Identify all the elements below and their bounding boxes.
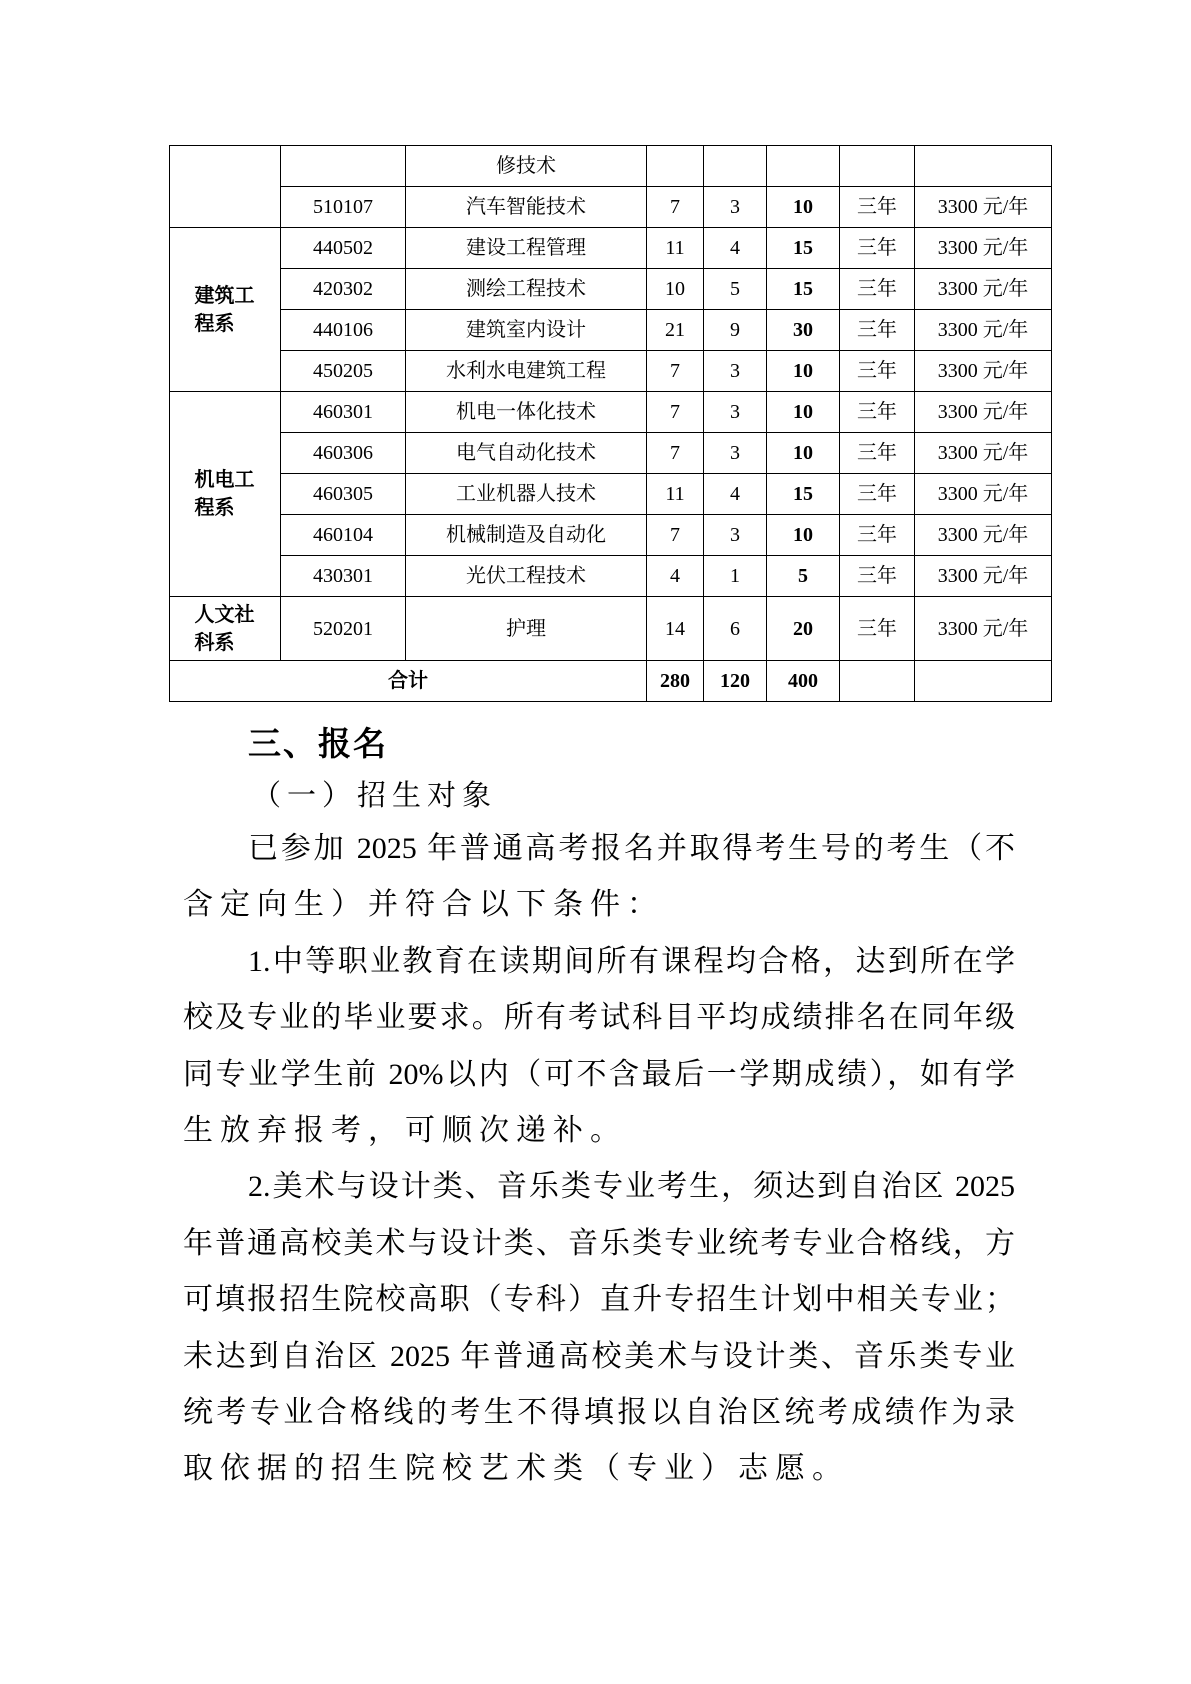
major-cell: 光伏工程技术 xyxy=(406,556,647,597)
total-cell: 10 xyxy=(767,392,840,433)
paragraph-line: 取依据的招生院校艺术类（专业）志愿。 xyxy=(183,1452,849,1486)
years-cell: 三年 xyxy=(840,515,915,556)
department-label: 机电工程系 xyxy=(194,469,255,519)
code-cell: 430301 xyxy=(281,556,406,597)
paragraph-line: 统考专业合格线的考生不得填报以自治区统考成绩作为录 xyxy=(183,1395,1015,1429)
total-a-cell: 280 xyxy=(647,661,704,702)
a-cell: 11 xyxy=(647,228,704,269)
code-cell xyxy=(281,146,406,187)
paragraph-line: 校及专业的毕业要求。所有考试科目平均成绩排名在同年级 xyxy=(183,1001,1015,1035)
major-cell: 机电一体化技术 xyxy=(406,392,647,433)
table-row xyxy=(170,556,1052,597)
b-cell: 3 xyxy=(704,392,767,433)
total-row xyxy=(170,661,1052,702)
total-cell: 10 xyxy=(767,433,840,474)
a-cell: 4 xyxy=(647,556,704,597)
code-cell: 510107 xyxy=(281,187,406,228)
years-cell: 三年 xyxy=(840,187,915,228)
total-cell: 10 xyxy=(767,515,840,556)
table-row xyxy=(170,146,1052,187)
paragraph-line: 同专业学生前 20%以内（可不含最后一学期成绩），如有学 xyxy=(183,1057,1015,1091)
table-row xyxy=(170,515,1052,556)
fee-cell: 3300 元/年 xyxy=(915,556,1052,597)
code-cell: 420302 xyxy=(281,269,406,310)
paragraph-line: 可填报招生院校高职（专科）直升专招生计划中相关专业； xyxy=(183,1283,1015,1317)
b-cell: 3 xyxy=(704,351,767,392)
major-cell: 测绘工程技术 xyxy=(406,269,647,310)
code-cell: 450205 xyxy=(281,351,406,392)
code-cell: 460104 xyxy=(281,515,406,556)
paragraph-line: 1.中等职业教育在读期间所有课程均合格，达到所在学 xyxy=(248,944,1015,978)
total-cell: 5 xyxy=(767,556,840,597)
total-b-cell: 120 xyxy=(704,661,767,702)
a-cell: 7 xyxy=(647,433,704,474)
years-cell: 三年 xyxy=(840,597,915,661)
table-row xyxy=(170,351,1052,392)
paragraph-line: 2.美术与设计类、音乐类专业考生，须达到自治区 2025 xyxy=(248,1170,1015,1204)
a-cell: 21 xyxy=(647,310,704,351)
years-cell: 三年 xyxy=(840,269,915,310)
total-cell: 20 xyxy=(767,597,840,661)
major-cell: 护理 xyxy=(406,597,647,661)
a-cell: 10 xyxy=(647,269,704,310)
major-cell: 建筑室内设计 xyxy=(406,310,647,351)
fee-cell: 3300 元/年 xyxy=(915,310,1052,351)
code-cell: 440502 xyxy=(281,228,406,269)
table-row xyxy=(170,433,1052,474)
b-cell: 9 xyxy=(704,310,767,351)
total-label-cell: 合计 xyxy=(170,661,647,702)
body-text xyxy=(183,825,1015,1502)
table-row xyxy=(170,597,1052,661)
years-cell: 三年 xyxy=(840,310,915,351)
total-cell: 15 xyxy=(767,474,840,515)
fee-cell: 3300 元/年 xyxy=(915,228,1052,269)
major-cell: 建设工程管理 xyxy=(406,228,647,269)
code-cell: 460305 xyxy=(281,474,406,515)
empty-cell xyxy=(840,661,915,702)
total-cell: 15 xyxy=(767,228,840,269)
years-cell xyxy=(840,146,915,187)
years-cell: 三年 xyxy=(840,556,915,597)
major-cell: 水利水电建筑工程 xyxy=(406,351,647,392)
paragraph-line: 生放弃报考，可顺次递补。 xyxy=(183,1113,627,1147)
b-cell: 5 xyxy=(704,269,767,310)
a-cell: 7 xyxy=(647,515,704,556)
paragraph-line: 已参加 2025 年普通高考报名并取得考生号的考生（不 xyxy=(248,832,1015,865)
code-cell: 460306 xyxy=(281,433,406,474)
a-cell xyxy=(647,146,704,187)
fee-cell: 3300 元/年 xyxy=(915,474,1052,515)
paragraph-line: 未达到自治区 2025 年普通高校美术与设计类、音乐类专业 xyxy=(183,1339,1015,1373)
a-cell: 11 xyxy=(647,474,704,515)
total-total-cell: 400 xyxy=(767,661,840,702)
a-cell: 7 xyxy=(647,187,704,228)
code-cell: 460301 xyxy=(281,392,406,433)
years-cell: 三年 xyxy=(840,474,915,515)
years-cell: 三年 xyxy=(840,392,915,433)
department-cell xyxy=(170,146,281,228)
b-cell: 3 xyxy=(704,433,767,474)
years-cell: 三年 xyxy=(840,433,915,474)
b-cell: 6 xyxy=(704,597,767,661)
a-cell: 7 xyxy=(647,351,704,392)
table-row xyxy=(170,228,1052,269)
department-label: 建筑工程系 xyxy=(194,284,255,335)
empty-cell xyxy=(915,661,1052,702)
major-cell: 工业机器人技术 xyxy=(406,474,647,515)
b-cell: 4 xyxy=(704,474,767,515)
table-row xyxy=(170,269,1052,310)
fee-cell xyxy=(915,146,1052,187)
major-cell: 机械制造及自动化 xyxy=(406,515,647,556)
department-cell xyxy=(170,392,281,597)
b-cell: 4 xyxy=(704,228,767,269)
major-cell: 汽车智能技术 xyxy=(406,187,647,228)
b-cell: 3 xyxy=(704,187,767,228)
a-cell: 7 xyxy=(647,392,704,433)
fee-cell: 3300 元/年 xyxy=(915,433,1052,474)
total-cell xyxy=(767,146,840,187)
fee-cell: 3300 元/年 xyxy=(915,597,1052,661)
major-cell: 修技术 xyxy=(406,146,647,187)
years-cell: 三年 xyxy=(840,351,915,392)
b-cell xyxy=(704,146,767,187)
fee-cell: 3300 元/年 xyxy=(915,515,1052,556)
total-cell: 10 xyxy=(767,187,840,228)
table-row xyxy=(170,310,1052,351)
department-label: 人文社科系 xyxy=(194,603,255,654)
code-cell: 520201 xyxy=(281,597,406,661)
fee-cell: 3300 元/年 xyxy=(915,187,1052,228)
department-cell xyxy=(170,597,281,661)
subsection-heading: （一）招生对象 xyxy=(252,780,498,812)
major-cell: 电气自动化技术 xyxy=(406,433,647,474)
a-cell: 14 xyxy=(647,597,704,661)
paragraph-line: 年普通高校美术与设计类、音乐类专业统考专业合格线，方 xyxy=(183,1226,1015,1260)
enrollment-plan-table xyxy=(169,145,1052,702)
total-cell: 30 xyxy=(767,310,840,351)
b-cell: 3 xyxy=(704,515,767,556)
table-row xyxy=(170,187,1052,228)
fee-cell: 3300 元/年 xyxy=(915,351,1052,392)
years-cell: 三年 xyxy=(840,228,915,269)
code-cell: 440106 xyxy=(281,310,406,351)
table-row xyxy=(170,474,1052,515)
fee-cell: 3300 元/年 xyxy=(915,269,1052,310)
table-row xyxy=(170,392,1052,433)
b-cell: 1 xyxy=(704,556,767,597)
department-cell xyxy=(170,228,281,392)
fee-cell: 3300 元/年 xyxy=(915,392,1052,433)
section-heading: 三、报名 xyxy=(248,727,388,763)
paragraph-line: 含定向生）并符合以下条件： xyxy=(183,888,664,922)
total-cell: 15 xyxy=(767,269,840,310)
total-cell: 10 xyxy=(767,351,840,392)
